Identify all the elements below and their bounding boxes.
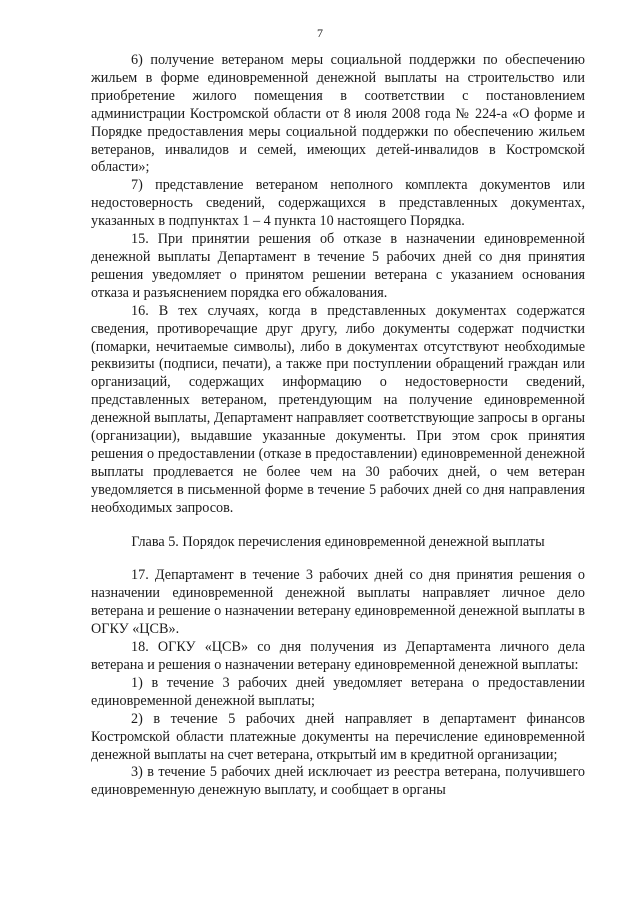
- paragraph-18-item-1: 1) в течение 3 рабочих дней уведомляет ветерана о предоставлении единовременной денежной выплаты;: [91, 674, 585, 709]
- document-body: [91, 52, 585, 800]
- paragraph-17: 17. Департамент в течение 3 рабочих дней со дня принятия решения о назначении единовременной денежной выплаты направляет личное дело ветерана и решение о назначении ветерану единовременной денежной выплаты в ОГКУ «ЦСВ».: [91, 567, 585, 638]
- page-number: 7: [317, 26, 323, 40]
- paragraph-18-item-3: 3) в течение 5 рабочих дней исключает из реестра ветерана, получившего единовременную денежную выплату, и сообщает в органы: [91, 764, 585, 799]
- paragraph-item-6: 6) получение ветераном меры социальной поддержки по обеспечению жильем в форме единовременной денежной выплаты на строительство или приобретение жилого помещения в соответствии с постановлением администрации Костромской области от 8 июля 2008 года № 224-а «О форме и Порядке предоставления меры социальной поддержки по обеспечению жильем ветеранов, инвалидов и семей, имеющих детей-инвалидов в Костромской области»;: [91, 52, 585, 176]
- paragraph-15: 15. При принятии решения об отказе в назначении единовременной денежной выплаты Департамент в течение 5 рабочих дней со дня принятия решения уведомляет о принятом решении ветерана с указанием основания отказа и разъяснением порядка его обжалования.: [91, 231, 585, 301]
- paragraph-18-item-2: 2) в течение 5 рабочих дней направляет в департамент финансов Костромской области платежные документы на перечисление единовременной денежной выплаты на счет ветерана, открытый им в кредитной организации;: [91, 710, 585, 763]
- paragraph-18: 18. ОГКУ «ЦСВ» со дня получения из Департамента личного дела ветерана и решения о назначении ветерану единовременной денежной выплаты:: [91, 639, 585, 673]
- paragraph-item-7: 7) представление ветераном неполного комплекта документов или недостоверность сведений, содержащихся в представленных документах, указанных в подпунктах 1 – 4 пункта 10 настоящего Порядка.: [91, 177, 585, 230]
- paragraph-16: 16. В тех случаях, когда в представленных документах содержатся сведения, противоречащие друг другу, либо документы содержат подчистки (помарки, нечитаемые символы), либо в документах отсутствуют необходимые реквизиты (подписи, печати), а также при поступлении обращений граждан или организаций, содержащих информацию о недостоверности сведений, представленных ветераном, претендующим на получение единовременной денежной выплаты, Департамент направляет соответствующие запросы в органы (организации), выдавшие указанные документы. При этом срок принятия решения о предоставлении (отказе в предоставлении) единовременной денежной выплаты продлевается не более чем на 30 рабочих дней, о чем ветеран уведомляется в письменной форме в течение 5 рабочих дней со дня направления необходимых запросов.: [91, 302, 585, 516]
- chapter-heading: Глава 5. Порядок перечисления единовременной денежной выплаты: [131, 533, 545, 550]
